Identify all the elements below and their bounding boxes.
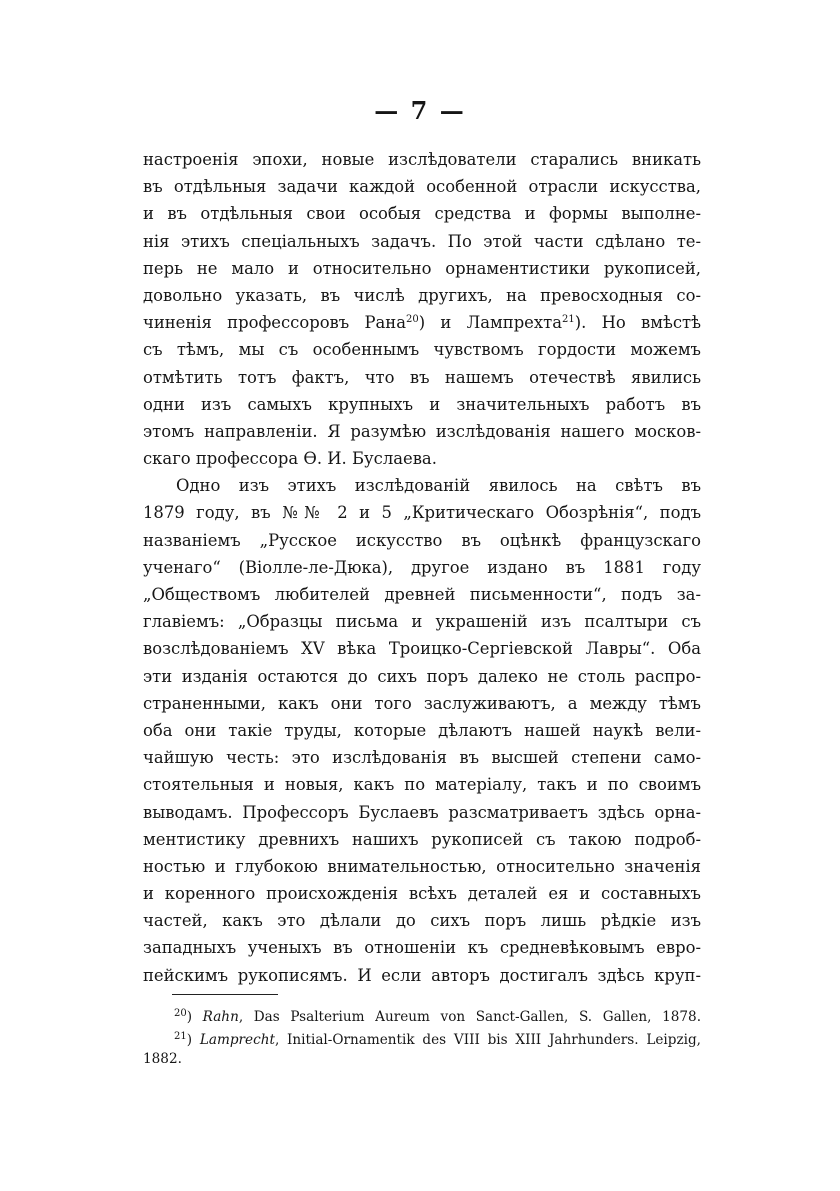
body-text [143, 146, 701, 989]
text-line: чайшую честь: это изслѣдованія въ высшей степени само- [143, 748, 701, 768]
text-line: главіемъ: „Образцы письма и украшеній изъ псалтыри съ [143, 612, 701, 632]
text-line: нія этихъ спеціальныхъ задачъ. По этой части сдѣлано те- [143, 231, 701, 251]
footnote-ref-20[interactable]: 20 [405, 314, 419, 326]
text-line: стоятельныя и новыя, какъ по матеріалу, такъ и по своимъ [143, 775, 701, 795]
text-line: страненными, какъ они того заслуживаютъ, а между тѣмъ [143, 693, 701, 713]
text-line: настроенія эпохи, новые изслѣдователи старались вникать [143, 150, 701, 169]
text-segment: чиненія профессоровъ Рана [143, 313, 406, 333]
paragraph-2 [143, 472, 701, 989]
text-line: названіемъ „Русское искусство въ оцѣнкѣ французскаго [143, 530, 701, 550]
text-segment: ) и Лампрехта [418, 313, 562, 333]
text-line: оба они такіе труды, которые дѣлаютъ нашей наукѣ вели- [143, 720, 701, 740]
text-line: 1879 году, въ №№ 2 и 5 „Критическаго Обозрѣнія“, подъ [143, 503, 701, 523]
text-line: ученаго“ (Віолле-ле-Дюка), другое издано въ 1881 году [143, 557, 701, 577]
text-line: „Обществомъ любителей древней письменности“, подъ за- [143, 585, 701, 604]
text-line: этомъ направленіи. Я разумѣю изслѣдованія нашего москов- [143, 421, 701, 441]
footnote-20: $^{20}$) Rahn, Das Psalterium Aureum von Sanct-Gallen, S. Gallen, 1878. [174, 1008, 701, 1025]
text-line: пейскимъ рукописямъ. И если авторъ достигалъ здѣсь круп- [143, 965, 701, 985]
footnote-author: Lamprecht [199, 1032, 275, 1048]
text-line: Одно изъ этихъ изслѣдованій явилось на свѣтъ въ [176, 476, 701, 496]
text-line-with-refs [143, 309, 701, 336]
text-line: перь не мало и относительно орнаментистики рукописей, [143, 258, 701, 278]
text-line: западныхъ ученыхъ въ отношеніи къ средневѣковымъ евро- [143, 938, 701, 958]
text-segment: ). Но вмѣстѣ [574, 313, 701, 333]
text-line: съ тѣмъ, мы съ особеннымъ чувствомъ гордости можемъ [143, 340, 701, 360]
footnote-ref-21[interactable]: 21 [561, 314, 575, 326]
footnote-text: , Initial-Ornamentik des VIII bis XIII Jahrhunders. Leipzig, [274, 1032, 701, 1048]
text-line: скаго профессора Ѳ. И. Буслаева. [143, 449, 437, 469]
paragraph-1 [143, 146, 701, 472]
text-line: ментистику древнихъ нашихъ рукописей съ такою подроб- [143, 829, 701, 849]
footnote-21: $^{21}$) Lamprecht, Initial-Ornamentik des VIII bis XIII Jahrhunders. Leipzig, [174, 1031, 701, 1048]
text-line: и въ отдѣльныя свои особыя средства и формы выполне- [143, 204, 701, 224]
text-line: и коренного происхожденія всѣхъ деталей ея и составныхъ [143, 884, 701, 904]
text-line: частей, какъ это дѣлали до сихъ поръ лишь рѣдкіе изъ [143, 911, 701, 931]
text-line: довольно указать, въ числѣ другихъ, на превосходныя со- [143, 285, 701, 305]
text-line: въ отдѣльныя задачи каждой особенной отрасли искусства, [143, 177, 701, 197]
text-line: возслѣдованіемъ XV вѣка Троицко-Сергіевской Лавры“. Оба [143, 639, 701, 659]
page-number: — 7 — [374, 96, 466, 125]
footnotes [143, 1002, 701, 1071]
footnote-text: , Das Psalterium Aureum von Sanct-Gallen, S. Gallen, 1878. [238, 1009, 701, 1025]
footnote-marker: 21 [174, 1031, 187, 1042]
footnote-21-continuation: 1882. [143, 1051, 182, 1067]
footnote-marker: 20 [174, 1008, 187, 1019]
text-line: одни изъ самыхъ крупныхъ и значительныхъ работъ въ [143, 394, 701, 414]
text-line: выводамъ. Профессоръ Буслаевъ разсматриваетъ здѣсь орна- [143, 802, 701, 822]
text-line: эти изданія остаются до сихъ поръ далеко не столь распро- [143, 666, 701, 686]
text-line: отмѣтить тотъ фактъ, что въ нашемъ отечествѣ явились [143, 367, 701, 387]
text-line: ностью и глубокою внимательностью, относительно значенія [143, 856, 701, 876]
footnote-divider [172, 994, 278, 995]
footnote-author: Rahn [202, 1009, 239, 1025]
